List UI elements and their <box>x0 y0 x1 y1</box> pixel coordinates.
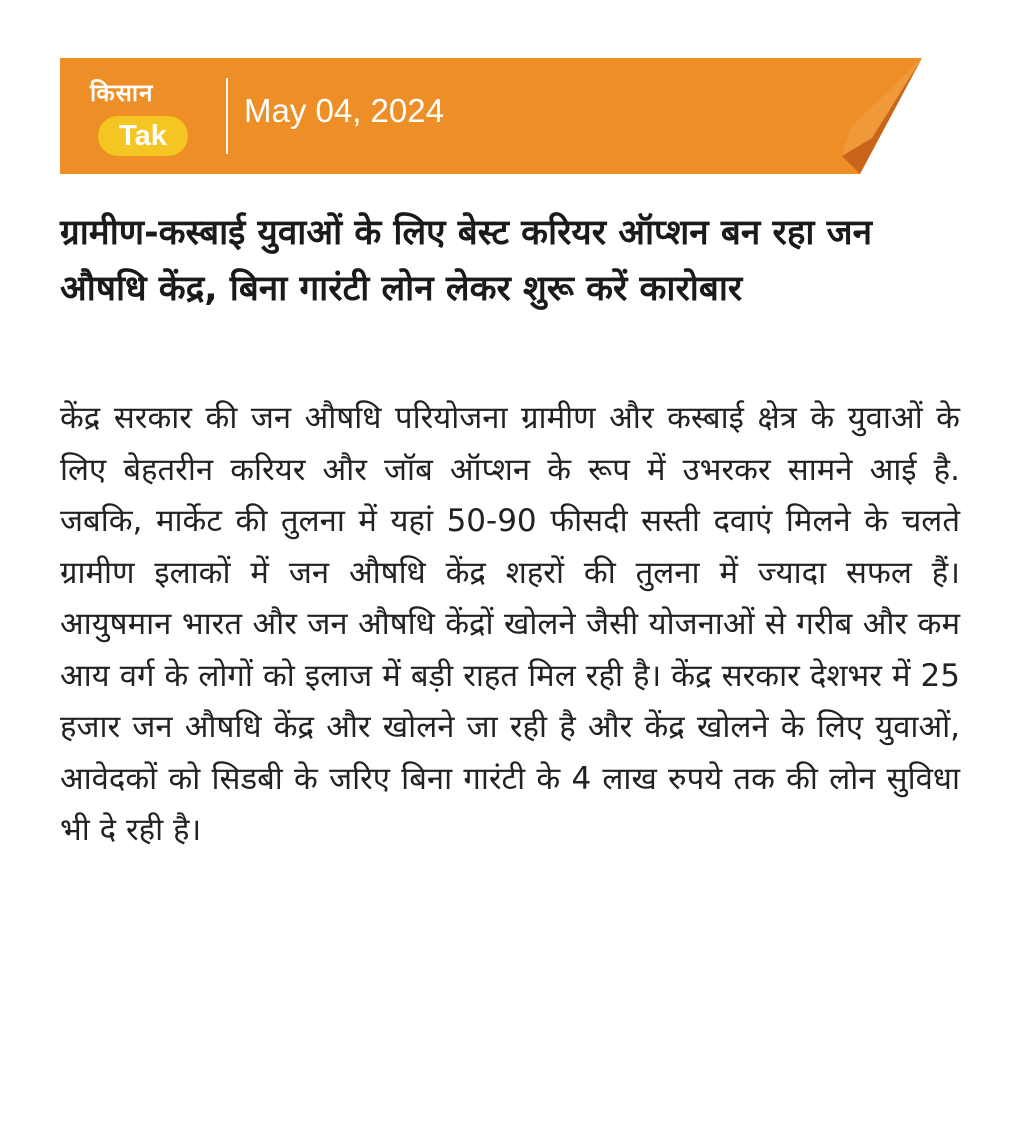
logo-tak-text: Tak <box>119 120 167 152</box>
header-divider <box>226 78 228 154</box>
article-body: केंद्र सरकार की जन औषधि परियोजना ग्रामीण और कस्बाई क्षेत्र के युवाओं के लिए बेहतरीन करियर और जॉब ऑप्शन के रूप में उभरकर सामने आई है. जबकि, मार्केट की तुलना में यहां 50-90 फीसदी सस्ती दवाएं मिलने के चलते ग्रामीण इलाकों में जन औषधि केंद्र शहरों की तुलना में ज्यादा सफल हैं। आयुषमान भारत और जन औषधि केंद्रों खोलने जैसी योजनाओं से गरीब और कम आय वर्ग के लोगों को इलाज में बड़ी राहत मिल रही है। केंद्र सरकार देशभर में 25 हजार जन औषधि केंद्र और खोलने जा रही है और केंद्र खोलने के लिए युवाओं, आवेदकों को सिडबी के जरिए बिना गारंटी के 4 लाख रुपये तक की लोन सुविधा भी दे रही है। <box>60 400 960 848</box>
kisan-tak-logo <box>90 76 200 158</box>
header-banner <box>60 58 930 174</box>
article-headline: ग्रामीण-कस्बाई युवाओं के लिए बेस्ट करियर ऑप्शन बन रहा जन औषधि केंद्र, बिना गारंटी लोन लेकर शुरू करें कारोबार <box>60 213 873 309</box>
logo-pill <box>98 116 188 156</box>
logo-hindi-text: किसान <box>90 79 154 107</box>
publish-date: May 04, 2024 <box>244 92 444 129</box>
